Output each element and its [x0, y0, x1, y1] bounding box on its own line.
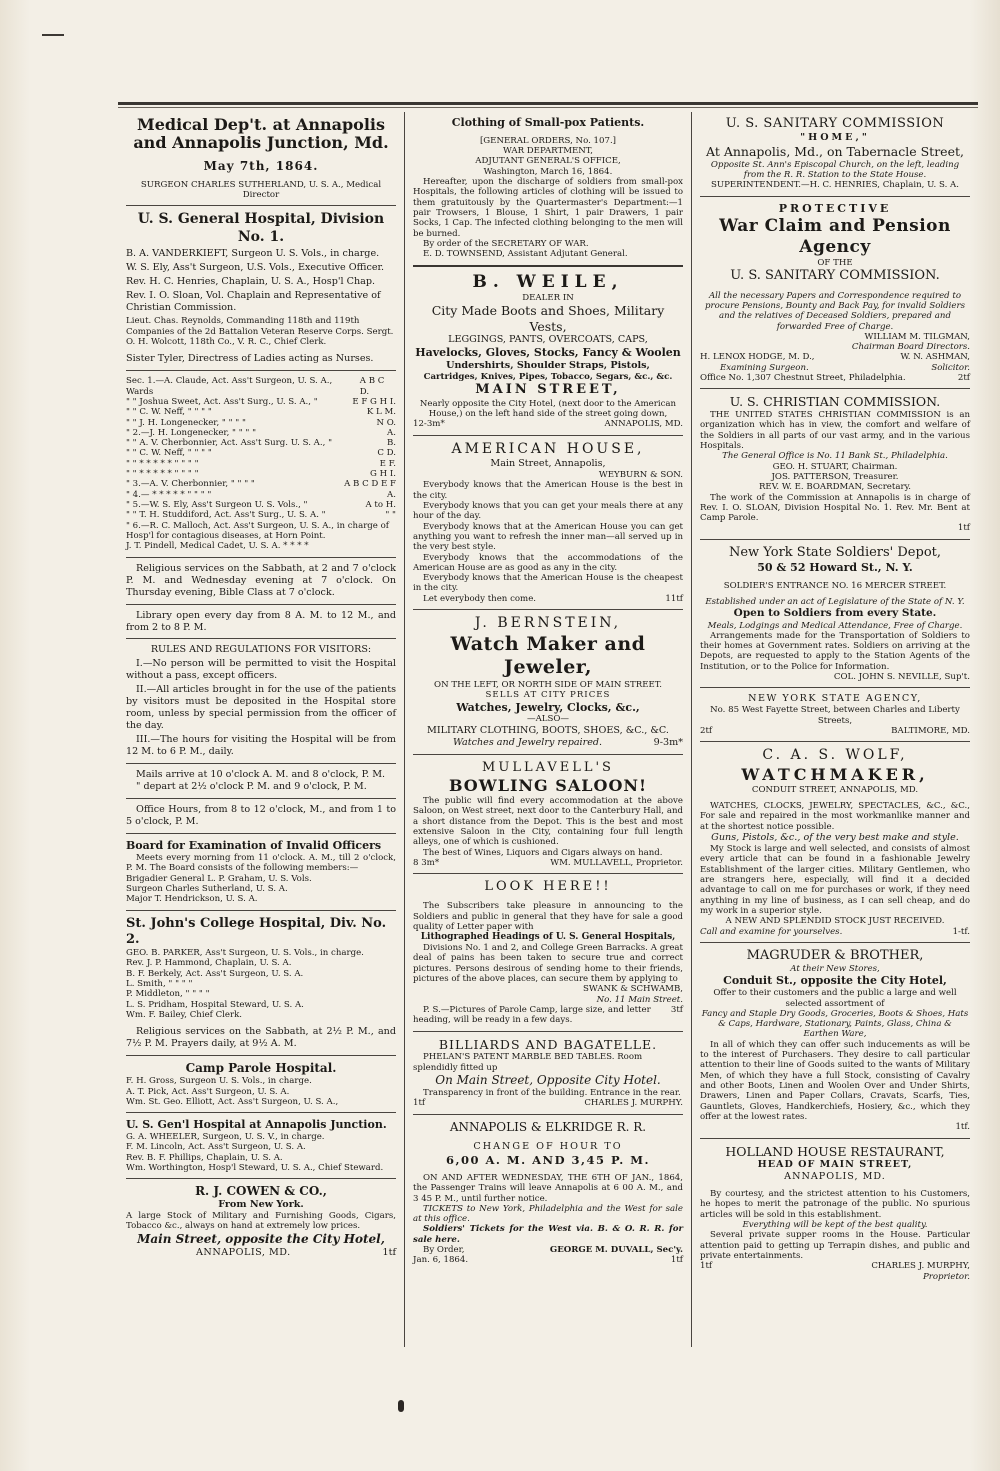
camp-parole-title: Camp Parole Hospital. — [185, 1061, 337, 1076]
division-1-title: U. S. General Hospital, Division No. 1. — [137, 211, 385, 245]
ward-row — [126, 500, 396, 510]
ward-row — [126, 490, 396, 500]
office-hours: Office Hours, from 8 to 12 o'clock, M., and from 1 to 5 o'clock, P. M. — [126, 804, 396, 828]
bernstein-military: MILITARY CLOTHING, BOOTS, SHOES, &C., &C. — [427, 724, 669, 736]
divider — [126, 833, 396, 834]
holland-title: HOLLAND HOUSE RESTAURANT, — [725, 1143, 945, 1159]
cowen-city: ANNAPOLIS, MD. — [196, 1246, 291, 1258]
ward-row — [126, 459, 396, 469]
sanitary-location: At Annapolis, Md., on Tabernacle Street, — [706, 144, 964, 160]
ink-mark — [398, 1400, 404, 1412]
bernstein-goods: Watches, Jewelry, Clocks, &c., — [456, 700, 640, 714]
christian-commission-title: U. S. CHRISTIAN COMMISSION. — [729, 394, 941, 410]
newspaper-columns — [118, 112, 978, 1347]
weile-line-4: Undershirts, Shoulder Straps, Pistols, — [446, 360, 650, 372]
bernstein-location: ON THE LEFT, OR NORTH SIDE OF MAIN STREET. — [434, 680, 662, 691]
staff-line: Rev. J. P. Hammond, Chaplain, U. S. A. — [126, 958, 292, 969]
ward-letters: A. — [387, 427, 396, 438]
ward-surgeon: " " A. V. Cherbonnier, Act. Ass't Surg. U. S. A., " — [126, 438, 333, 449]
mails-depart: " depart at 2½ o'clock P. M. and 9 o'clock, P. M. — [136, 781, 367, 793]
american-house-proprietor: WEYBURN & SON. — [598, 470, 683, 481]
mullavell-code: 8 3m* — [413, 857, 440, 868]
mullavell-proprietor: WM. MULLAVELL, Proprietor. — [550, 857, 683, 868]
staff-line: B. A. VANDERKIEFT, Surgeon U. S. Vols., in charge. — [126, 248, 380, 260]
magruder-code: 1tf. — [955, 1122, 970, 1133]
staff-line: G. A. WHEELER, Surgeon, U. S. V., in charge. — [126, 1131, 325, 1142]
camp-parole-staff — [126, 1076, 396, 1107]
staff-line: W. S. Ely, Ass't Surgeon, U.S. Vols., Executive Officer. — [126, 262, 385, 274]
ward-row — [126, 407, 396, 417]
wolf-footer — [700, 927, 970, 937]
wolf-call: Call and examine for yourselves. — [700, 926, 843, 937]
divider — [126, 763, 396, 764]
railroad-date: Jan. 6, 1864. — [413, 1255, 469, 1266]
sanitary-home: "HOME," — [800, 132, 870, 144]
wolf-text: My Stock is large and well selected, and consists of almost every article that can be found in a fashionable Jewelry Establishment of the larger cities. Military Gentlemen, who are strangers here, especially, will find it a decided advantage to call on me for purchases or work, if they need anything in my line of business, as I can sell cheap, and do my work in a superior style. — [700, 844, 970, 916]
american-house-text — [413, 480, 683, 604]
look-here-text: The Subscribers take pleasure in announcing to the Soldiers and public in general that they have for sale a good quality of Letter paper with — [413, 901, 683, 933]
cowen-code: 1tf — [382, 1246, 396, 1258]
ward-surgeon: " 5.—W. S. Ely, Ass't Surgeon U. S. Vols., " — [126, 500, 308, 510]
look-here-footer — [413, 1005, 683, 1026]
railroad-text: ON AND AFTER WEDNESDAY, THE 6TH OF JAN., 1864, the Passenger Trains will leave Annapolis at 6 00 A. M., and 3 45 P. M., until further notice. — [413, 1172, 683, 1204]
ward-surgeon: " " C. W. Neff, " " " " — [126, 448, 212, 459]
divider — [413, 265, 683, 267]
railroad-code: 1tf — [670, 1255, 683, 1266]
billiards-footer — [413, 1098, 683, 1108]
ward-surgeon: " 2.—J. H. Longenecker, " " " " — [126, 427, 257, 438]
holland-footer — [700, 1261, 970, 1271]
sanitary-superintendent: SUPERINTENDENT.—H. C. HENRIES, Chaplain, U. S. A. — [711, 180, 959, 191]
divider — [413, 873, 683, 874]
text-line: Everybody knows that the American House is the best in the city. — [413, 480, 683, 501]
order-line: ADJUTANT GENERAL'S OFFICE, — [475, 156, 621, 167]
look-here-heading: Lithographed Headings of U. S. General Hospitals, — [420, 932, 676, 943]
ward-surgeon: " 4.— * * * * * " " " " — [126, 489, 212, 500]
divider — [700, 942, 970, 943]
staff-line: L. S. Pridham, Hospital Steward, U. S. A. — [126, 999, 304, 1010]
weile-line-5: Cartridges, Knives, Pipes, Tobacco, Segars, &c., &c. — [423, 372, 673, 383]
christian-commission-person: GEO. H. STUART, Chairman. — [772, 461, 898, 472]
sanitary-hodge-role: Examining Surgeon. — [720, 362, 809, 373]
billiards-text: PHELAN'S PATENT MARBLE BED TABLES. Room splendidly fitted up — [413, 1052, 643, 1073]
ward-surgeon: " 6.—R. C. Malloch, Act. Ass't Surgeon, U. S. A., in charge of Hosp'l for contagious diseases, at Horn Point. — [126, 520, 389, 541]
junction-title: U. S. Gen'l Hospital at Annapolis Junction. — [126, 1118, 387, 1132]
mullavell-subtitle: BOWLING SALOON! — [448, 775, 648, 795]
divider — [413, 1031, 683, 1032]
ward-row — [126, 469, 396, 479]
divider — [126, 604, 396, 605]
staff-line: Lieut. Chas. Reynolds, Commanding 118th and 119th Companies of the 2d Battalion Veteran Reserve Corps. Sergt. O. H. Wolcott, 118th Co., V. R. C., Chief Clerk. — [126, 316, 394, 347]
protective-label: PROTECTIVE — [778, 201, 892, 215]
holland-kept: Everything will be kept of the best quality. — [742, 1220, 928, 1231]
bernstein-code: 9-3m* — [653, 736, 683, 748]
christian-commission-office: The General Office is No. 11 Bank St., Philadelphia. — [722, 451, 948, 462]
smallpox-signature: E. D. TOWNSEND, Assistant Adjutant General. — [423, 249, 628, 260]
cowen-subtitle: From New York. — [218, 1199, 304, 1211]
ward-surgeon: " " J. H. Longenecker, " " " " — [126, 417, 246, 428]
sanitary-chairman: WILLIAM M. TILGMAN, — [864, 331, 970, 342]
billiards-code: 1tf — [413, 1098, 426, 1109]
ward-row — [126, 397, 396, 407]
sanitary-ashman: W. N. ASHMAN, — [900, 352, 970, 363]
holland-signature: CHARLES J. MURPHY, — [871, 1261, 970, 1272]
holland-text: By courtesy, and the strictest attention to his Customers, he hopes to merit the patronage of the public. No spurious articles will be sold in this establishment. — [700, 1189, 970, 1220]
rules-title: RULES AND REGULATIONS FOR VISITORS: — [150, 644, 372, 656]
ny-agency-title: NEW YORK STATE AGENCY, — [748, 693, 922, 705]
magruder-location: Conduit St., opposite the City Hotel, — [723, 974, 947, 988]
divider — [700, 1138, 970, 1139]
magruder-title: MAGRUDER & BROTHER, — [746, 947, 924, 963]
divider — [126, 1178, 396, 1179]
ward-surgeon: " " * * * * * " " " " — [126, 458, 199, 469]
board-member: Major T. Hendrickson, U. S. A. — [126, 894, 258, 905]
holland-rooms: Several private supper rooms in the House. Particular attention paid to getting up Terrapin dishes, and public and private entertainments. — [700, 1230, 970, 1262]
corner-mark — [42, 34, 64, 36]
cowen-title: R. J. COWEN & CO., — [195, 1184, 327, 1199]
sanitary-office: Office No. 1,307 Chestnut Street, Philadelphia. — [700, 373, 906, 384]
weile-near: Nearly opposite the City Hotel, (next door to the American House,) on the left hand side of the street going down, — [419, 398, 677, 419]
railroad-order — [413, 1245, 683, 1255]
railroad-title: ANNAPOLIS & ELKRIDGE R. R. — [449, 1119, 647, 1134]
ward-surgeon: Sec. 1.—A. Claude, Act. Ass't Surgeon, U. S. A., Wards — [126, 376, 333, 397]
text-line: Let everybody then come. — [423, 593, 537, 604]
bernstein-name: J. BERNSTEIN, — [474, 615, 622, 632]
bernstein-sells: SELLS AT CITY PRICES — [485, 690, 611, 701]
ny-depot-address: 50 & 52 Howard St., N. Y. — [757, 561, 913, 575]
divider — [700, 196, 970, 197]
sanitary-code: 2tf — [957, 373, 970, 384]
mullavell-title: MULLAVELL'S — [482, 759, 614, 775]
ward-letters: E F. — [379, 458, 396, 469]
magruder-offer: Offer to their customers and the public a large and well selected assortment of — [713, 988, 957, 1009]
wolf-title: WATCHMAKER, — [741, 764, 929, 784]
wolf-code: 1-tf. — [952, 926, 970, 937]
magruder-goods: Fancy and Staple Dry Goods, Groceries, Boots & Shoes, Hats & Caps, Hardware, Stationary, Paints, Glass, China & Earthen Ware, — [701, 1008, 969, 1040]
sanitary-papers: All the necessary Papers and Correspondence required to procure Pensions, Bounty and Back Pay, for invalid Soldiers and the relatives of Deceased Soldiers, prepared and forwarded Free of Charge. — [704, 290, 966, 332]
general-orders — [413, 136, 683, 177]
divider — [126, 370, 396, 371]
look-here-code: 3tf — [670, 1005, 683, 1016]
ward-letters: E F G H I. — [352, 396, 396, 407]
weile-line-3: Havelocks, Gloves, Stocks, Fancy & Woolen — [415, 346, 681, 360]
staff-line: GEO. B. PARKER, Ass't Surgeon, U. S. Vols., in charge. — [126, 948, 364, 959]
divider — [413, 1114, 683, 1115]
top-rule — [118, 102, 978, 105]
magruder-subtitle: At their New Stores, — [790, 964, 880, 975]
christian-commission-person: REV. W. E. BOARDMAN, Secretary. — [758, 482, 912, 493]
ny-depot-text: Arrangements made for the Transportation of Soldiers to their homes at Government rates. Soldiers on arriving at the Depots, are requested to apply to the Station Agents of the Institution, or to the Police for Information. — [700, 630, 970, 672]
of-the: OF THE — [817, 258, 853, 269]
divider — [700, 388, 970, 389]
staff-line: Sister Tyler, Directress of Ladies acting as Nurses. — [126, 353, 374, 365]
cowen-address: Main Street, opposite the City Hotel, — [137, 1231, 385, 1246]
rule-item: II.—All articles brought in for the use of the patients by visitors must be deposited in the Hospital store room, unless by special permission from the officer of the day. — [126, 684, 396, 732]
sanitary-officers — [700, 352, 970, 362]
staff-line: Rev. H. C. Henries, Chaplain, U. S. A., Hosp'l Chap. — [126, 276, 376, 288]
ny-depot-title: New York State Soldiers' Depot, — [728, 544, 942, 560]
american-house-street: Main Street, Annapolis, — [490, 458, 606, 470]
junction-staff — [126, 1132, 396, 1173]
sanitary-opposite: Opposite St. Ann's Episcopal Church, on the left, leading from the R. R. Station to the State House. — [710, 159, 960, 181]
rule-item: I.—No person will be permitted to visit the Hospital without a pass, except officers. — [126, 658, 396, 682]
divider — [126, 205, 396, 206]
st-johns-title: St. John's College Hospital, Div. No. 2. — [126, 915, 387, 947]
division-1-staff — [126, 248, 396, 365]
cowen-text: A large Stock of Military and Furnishing Goods, Cigars, Tobacco &c., always on hand at extremely low prices. — [126, 1211, 396, 1232]
order-line: [GENERAL ORDERS, No. 107.] — [479, 135, 617, 146]
text-line: Everybody knows that you can get your meals there at any hour of the day. — [413, 500, 683, 522]
sanitary-ashman-role: Solicitor. — [931, 362, 970, 373]
staff-line: Wm. Worthington, Hosp'l Steward, U. S. A., Chief Steward. — [126, 1162, 384, 1173]
ward-surgeon: " " T. H. Studdiford, Act. Ass't Surg., U. S. A. " — [126, 510, 326, 521]
smallpox-order: By order of the SECRETARY OF WAR. — [423, 238, 589, 249]
wolf-guns: Guns, Pistols, &c., of the very best make and style. — [711, 832, 959, 844]
mullavell-wines: The best of Wines, Liquors and Cigars always on hand. — [423, 847, 663, 858]
wolf-goods: WATCHES, CLOCKS, JEWELRY, SPECTACLES, &C., &C., For sale and repaired in the most workmanlike manner and at the shortest notice possible. — [700, 801, 970, 832]
wolf-name: C. A. S. WOLF, — [762, 747, 908, 764]
bernstein-also: —ALSO— — [526, 714, 570, 725]
weile-footer — [413, 419, 683, 429]
wolf-address: CONDUIT STREET, ANNAPOLIS, MD. — [751, 784, 919, 795]
christian-commission-text: THE UNITED STATES CHRISTIAN COMMISSION is an organization which has in view, the comfort and welfare of the Soldiers in all parts of our vast army, and in the various Hospitals. — [700, 410, 970, 451]
divider — [126, 1055, 396, 1056]
bernstein-footer — [413, 737, 683, 749]
staff-line: L. Smith, " " " " — [126, 979, 193, 990]
holland-head: HEAD OF MAIN STREET, — [757, 1159, 913, 1171]
railroad-times: 6,00 A. M. AND 3,45 P. M. — [445, 1152, 651, 1167]
library-hours: Library open every day from 8 A. M. to 12 M., and from 2 to 8 P. M. — [126, 609, 396, 633]
board-text: Meets every morning from 11 o'clock. A. M., till 2 o'clock, P. M. The Board consists of the following members:— — [126, 853, 396, 874]
order-line: Washington, March 16, 1864. — [483, 166, 613, 177]
weile-line-2: LEGGINGS, PANTS, OVERCOATS, CAPS, — [448, 334, 648, 346]
divider — [126, 638, 396, 639]
look-here-title: LOOK HERE!! — [484, 879, 612, 895]
ward-row — [126, 428, 396, 438]
ward-letters: N O. — [376, 417, 396, 428]
sanitary-commission-2: U. S. SANITARY COMMISSION. — [730, 268, 940, 284]
ward-letters: B. — [386, 438, 396, 449]
weile-street: MAIN STREET, — [475, 382, 621, 398]
railroad-signature: GEORGE M. DUVALL, Sec'y. — [549, 1245, 683, 1256]
bernstein-repair: Watches and Jewelry repaired. — [453, 736, 603, 748]
divider — [700, 741, 970, 742]
medical-dept-title: Medical Dep't. at Annapolis and Annapolis Junction, Md. — [133, 115, 389, 153]
ny-depot-entrance: SOLDIER'S ENTRANCE NO. 16 MERCER STREET. — [723, 580, 947, 591]
ny-depot-meals: Meals, Lodgings and Medical Attendance, Free of Charge. — [707, 620, 963, 631]
weile-line-1: City Made Boots and Shoes, Military Vests, — [431, 303, 665, 334]
billiards-location: On Main Street, Opposite City Hotel. — [435, 1072, 661, 1087]
billiards-transparency: Transparency in front of the building. Entrance in the rear. — [423, 1087, 681, 1098]
american-house-footer — [413, 594, 683, 604]
wolf-new-stock: A NEW AND SPLENDID STOCK JUST RECEIVED. — [725, 916, 945, 927]
ward-letters: G H I. — [370, 469, 396, 480]
ward-row — [126, 541, 396, 551]
medical-director: SURGEON CHARLES SUTHERLAND, U. S. A., Medical Director — [140, 179, 382, 201]
order-line: WAR DEPARTMENT, — [502, 146, 594, 157]
staff-line: Wm. F. Bailey, Chief Clerk. — [126, 1009, 243, 1020]
divider — [413, 754, 683, 755]
text-line: Everybody knows that the accommodations of the American House are as good as any in the city. — [413, 552, 683, 573]
railroad-tickets: TICKETS to New York, Philadelphia and the West for sale at this office. — [413, 1203, 683, 1225]
ward-row — [126, 438, 396, 448]
ny-agency-address: No. 85 West Fayette Street, between Charles and Liberty Streets, — [710, 705, 960, 726]
staff-line: P. Middleton, " " " " — [126, 989, 210, 1000]
ward-row — [126, 510, 396, 520]
holland-code: 1tf — [700, 1261, 713, 1272]
ward-row — [126, 418, 396, 428]
magruder-text: In all of which they can offer such inducements as will be to the interest of Purchasers. They desire to call particular attention to their line of Goods suited to the wants of Military Men, of which they have a full Stock, consisting of Cavalry and other Boots, Linen and Woolen Over and Under Shirts, Drawers, Linen and Paper Collars, Cravats, Scarfs, Ties, Gauntlets, Gloves, Handkerchiefs, Hosiery, &c., which they offer at the lowest rates. — [700, 1039, 970, 1122]
weile-city: ANNAPOLIS, MD. — [604, 419, 683, 430]
staff-line: Wm. St. Geo. Elliott, Act. Ass't Surgeon, U. S. A., — [126, 1096, 339, 1107]
board-title: Board for Examination of Invalid Officers — [126, 839, 382, 853]
ward-surgeon: " " * * * * * " " " " — [126, 469, 199, 480]
american-house-title: AMERICAN HOUSE, — [451, 440, 645, 457]
look-here-ps: P. S.—Pictures of Parole Camp, large size, and letter heading, will be ready in a few days. — [413, 1005, 651, 1026]
ward-surgeon: " " Joshua Sweet, Act. Ass't Surg., U. S. A., " — [126, 396, 318, 407]
ny-agency-footer — [700, 726, 970, 736]
ward-letters: A. — [387, 489, 396, 500]
holland-city: ANNAPOLIS, MD. — [784, 1171, 886, 1183]
billiards-title: BILLIARDS AND BAGATELLE. — [438, 1036, 658, 1052]
bernstein-title: Watch Maker and Jeweler, — [450, 632, 646, 679]
st-johns-staff — [126, 948, 396, 1020]
christian-commission-code: 1tf — [957, 523, 970, 534]
mails-arrive: Mails arrive at 10 o'clock A. M. and 8 o'clock, P. M. — [136, 769, 386, 781]
divider — [126, 910, 396, 911]
ward-letters: A B C D E F — [344, 479, 396, 490]
column-1 — [118, 112, 404, 1347]
staff-line: F. H. Gross, Surgeon U. S. Vols., in charge. — [126, 1076, 312, 1087]
railroad-footer — [413, 1255, 683, 1265]
cowen-footer — [126, 1247, 396, 1259]
look-here-text-2: Divisions No. 1 and 2, and College Green Barracks. A great deal of pains has been taken to secure true and correct pictures. Persons desirous of sending home to their friends, pictures of the above places, can secure them by applying to — [413, 943, 683, 985]
ward-letters: K L M. — [366, 407, 396, 418]
ny-depot-open: Open to Soldiers from every State. — [733, 607, 937, 620]
railroad-soldiers: Soldiers' Tickets for the West via. B. & O. R. R. for sale here. — [413, 1224, 683, 1245]
ward-letters: A B C D. — [359, 376, 385, 397]
column-3 — [691, 112, 978, 1347]
ward-letters: " " — [385, 510, 396, 521]
weile-dealer: DEALER IN — [522, 292, 574, 303]
sanitary-title: U. S. SANITARY COMMISSION — [725, 116, 945, 131]
ward-letters: A to H. — [365, 500, 396, 510]
christian-commission-work: The work of the Commission at Annapolis is in charge of Rev. I. O. SLOAN, Division Hospital No. 1. Rev. Mr. Bent at Camp Parole. — [700, 492, 970, 524]
ward-row — [126, 448, 396, 458]
railroad-change: CHANGE OF HOUR TO — [473, 1140, 623, 1152]
holland-role: Proprietor. — [922, 1271, 970, 1282]
column-2 — [404, 112, 691, 1347]
staff-line: A. T. Pick, Act. Ass't Surgeon, U. S. A. — [126, 1086, 290, 1097]
sanitary-chairman-role: Chairman Board Directors. — [851, 342, 970, 353]
smallpox-text: Hereafter, upon the discharge of soldiers from small-pox Hospitals, the following articles of clothing will be issued to them gratuitously by the Quartermaster's Department:—1 pair Trowsers, 1 Blouse, 1 Shirt, 1 pair Drawers, 1 pair Socks, 1 Cap. The infected clothing belonging to the men will be burned. — [413, 177, 683, 239]
st-johns-services: Religious services on the Sabbath, at 2½ P. M., and 7½ P. M. Prayers daily, at 9½ A. M. — [126, 1026, 396, 1050]
ward-row — [126, 479, 396, 489]
ny-depot-signature: COL. JOHN S. NEVILLE, Sup't. — [833, 672, 970, 683]
war-claim-title: War Claim and Pension Agency — [719, 215, 951, 257]
divider — [700, 539, 970, 540]
text-line: Everybody knows that the American House is the cheapest in the city. — [413, 573, 683, 594]
sanitary-office-row — [700, 373, 970, 383]
board-member: Surgeon Charles Sutherland, U. S. A. — [126, 883, 288, 894]
billiards-proprietor: CHARLES J. MURPHY. — [584, 1098, 683, 1109]
divider — [413, 435, 683, 436]
medical-dept-date: May 7th, 1864. — [203, 158, 319, 173]
rule-item: III.—The hours for visiting the Hospital will be from 12 M. to 6 P. M., daily. — [126, 734, 396, 758]
divider — [413, 609, 683, 610]
mullavell-footer — [413, 858, 683, 868]
ny-depot-established: Established under an act of Legislature of the State of N. Y. — [705, 597, 965, 608]
ward-surgeon: " " C. W. Neff, " " " " — [126, 407, 212, 418]
divider — [126, 557, 396, 558]
sanitary-hodge: H. LENOX HODGE, M. D., — [700, 352, 815, 363]
weile-title: B. WEILE, — [472, 271, 624, 292]
railroad-by: By Order, — [423, 1245, 465, 1256]
mullavell-text: The public will find every accommodation at the above Saloon, on West street, next door to the Canterbury Hall, and a short distance from the Depot. This is the best and most extensive Saloon in the City, containing four full length alleys, one of which is cushioned. — [413, 795, 683, 848]
ward-surgeon: J. T. Pindell, Medical Cadet, U. S. A. * * * * — [126, 541, 309, 552]
divider — [126, 798, 396, 799]
text-line: Everybody knows that at the American House you can get anything you want to refresh the inner man—all served up in the very best style. — [413, 521, 683, 553]
ward-row — [126, 521, 396, 542]
ward-row — [126, 376, 396, 397]
staff-line: Rev. B. F. Phillips, Chaplain, U. S. A. — [126, 1152, 283, 1163]
ny-agency-code: 2tf — [700, 726, 713, 737]
ny-agency-city: BALTIMORE, MD. — [891, 726, 970, 737]
religious-services: Religious services on the Sabbath, at 2 and 7 o'clock P. M. and Wednesday evening at 7 o'clock. On Thursday evening, Bible Class at 7 o'clock. — [126, 562, 396, 598]
board-member: Brigadier General L. P. Graham, U. S. Vols. — [126, 873, 312, 884]
american-house-code: 11tf — [665, 593, 683, 604]
staff-line: B. F. Berkely, Act. Ass't Surgeon, U. S. A. — [126, 968, 304, 979]
top-rule-thin — [118, 107, 978, 108]
wards-list — [126, 376, 396, 551]
weile-code: 12-3m* — [413, 419, 445, 430]
look-here-signature: SWANK & SCHWAMB, — [583, 984, 683, 995]
staff-line: Rev. I. O. Sloan, Vol. Chaplain and Representative of Christian Commission. — [126, 290, 381, 314]
divider — [700, 687, 970, 688]
divider — [126, 1112, 396, 1113]
sanitary-officer-roles — [700, 363, 970, 373]
staff-line: F. M. Lincoln, Act. Ass't Surgeon, U. S. A. — [126, 1142, 306, 1153]
ward-surgeon: " 3.—A. V. Cherbonnier, " " " " — [126, 479, 255, 490]
christian-commission-person: JOS. PATTERSON, Treasurer. — [771, 471, 899, 482]
look-here-address: No. 11 Main Street. — [596, 994, 683, 1005]
ward-letters: C D. — [377, 448, 396, 459]
smallpox-title: Clothing of Small-pox Patients. — [451, 116, 645, 129]
